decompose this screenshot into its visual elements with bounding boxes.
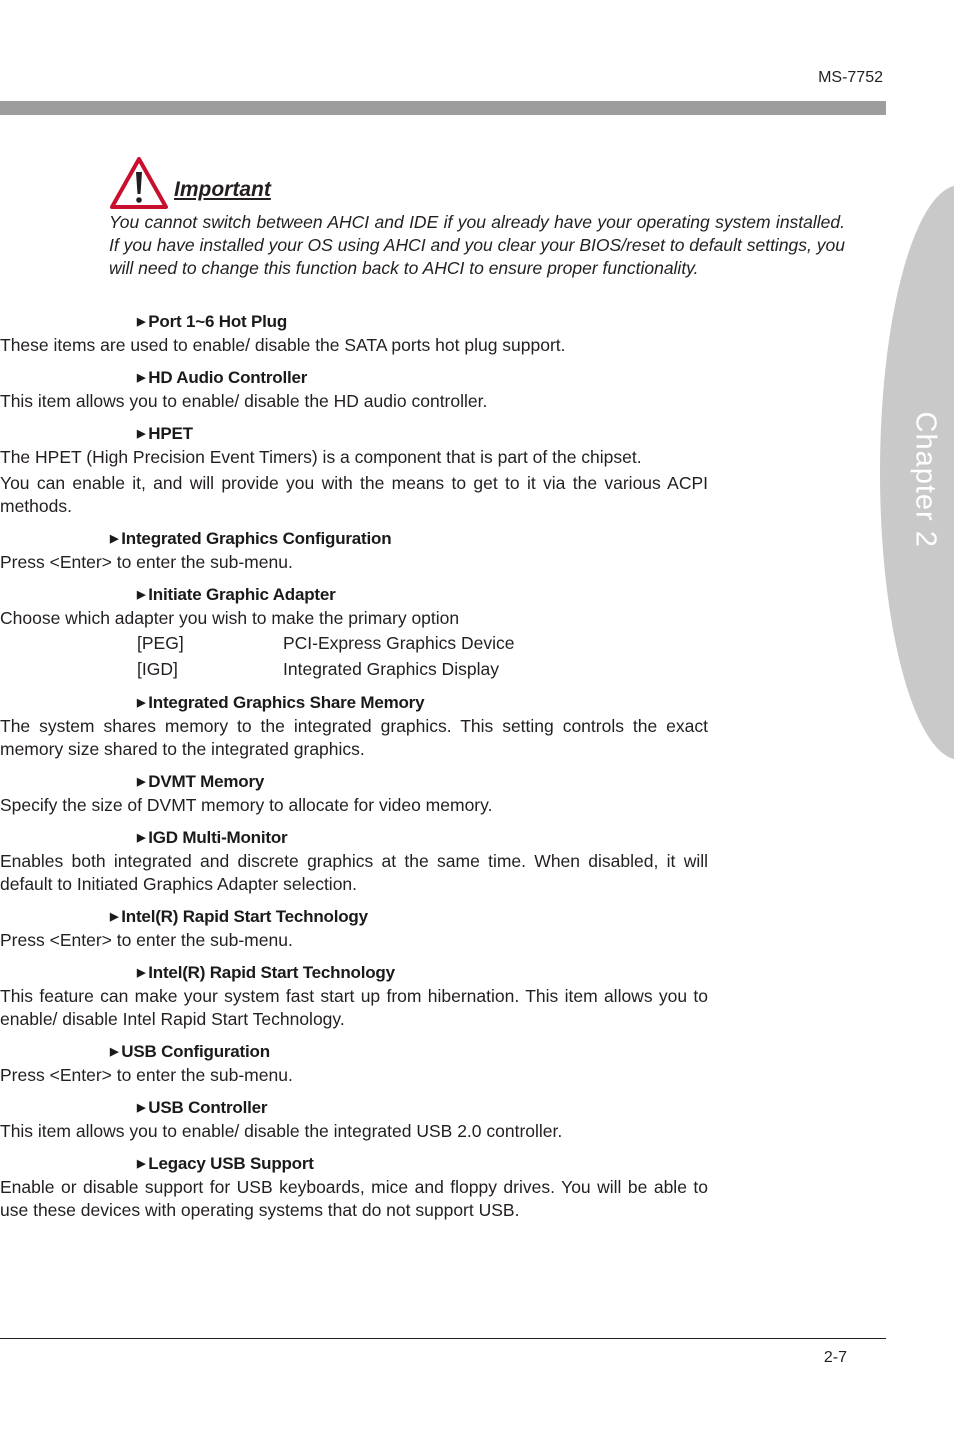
arrow-icon: ▶ xyxy=(137,428,146,440)
paragraph: This item allows you to enable/ disable the HD audio controller. xyxy=(0,391,488,411)
arrow-icon: ▶ xyxy=(137,589,146,601)
heading-integrated-graphics-config: ▶ Integrated Graphics Configuration xyxy=(110,529,392,548)
model-number: MS-7752 xyxy=(818,69,883,86)
heading-igd-multi-monitor: ▶ IGD Multi-Monitor xyxy=(137,828,288,847)
heading-hpet: ▶ HPET xyxy=(137,424,193,443)
arrow-icon: ▶ xyxy=(137,967,146,979)
header-bar xyxy=(0,101,886,115)
document-body xyxy=(0,310,954,1222)
heading-dvmt-memory: ▶ DVMT Memory xyxy=(137,772,265,791)
heading-hot-plug: ▶ Port 1~6 Hot Plug xyxy=(137,312,288,331)
arrow-icon: ▶ xyxy=(110,533,119,545)
arrow-icon: ▶ xyxy=(137,316,146,328)
heading-usb-configuration: ▶ USB Configuration xyxy=(110,1042,270,1061)
paragraph: Specify the size of DVMT memory to allocate for video memory. xyxy=(0,795,493,815)
paragraph: Enables both integrated and discrete graphics at the same time. When disabled, it will default to Initiated Graphics Adapter selection. xyxy=(0,851,708,894)
heading-legacy-usb: ▶ Legacy USB Support xyxy=(137,1154,314,1173)
paragraph: Press <Enter> to enter the sub-menu. xyxy=(0,552,293,572)
arrow-icon: ▶ xyxy=(110,1046,119,1058)
arrow-icon: ▶ xyxy=(137,697,146,709)
paragraph: The HPET (High Precision Event Timers) is a component that is part of the chipset. xyxy=(0,447,642,467)
paragraph: Press <Enter> to enter the sub-menu. xyxy=(0,1065,293,1085)
heading-hd-audio: ▶ HD Audio Controller xyxy=(137,368,308,387)
important-title: Important xyxy=(174,178,271,201)
arrow-icon: ▶ xyxy=(110,911,119,923)
paragraph: Choose which adapter you wish to make the primary option xyxy=(0,608,460,628)
paragraph: These items are used to enable/ disable the SATA ports hot plug support. xyxy=(0,335,566,355)
arrow-icon: ▶ xyxy=(137,1102,146,1114)
warning-icon xyxy=(109,156,169,210)
paragraph: You can enable it, and will provide you with the means to get to it via the various ACPI methods. xyxy=(0,473,708,516)
arrow-icon: ▶ xyxy=(137,372,146,384)
paragraph: Press <Enter> to enter the sub-menu. xyxy=(0,930,293,950)
option-row: [PEG] PCI-Express Graphics Device xyxy=(137,633,515,653)
page-number: 2-7 xyxy=(823,1349,847,1366)
paragraph: This feature can make your system fast start up from hibernation. This item allows you to enable/ disable Intel Rapid Start Technology. xyxy=(0,986,708,1029)
heading-usb-controller: ▶ USB Controller xyxy=(137,1098,268,1117)
option-row: [IGD] Integrated Graphics Display xyxy=(137,659,499,679)
arrow-icon: ▶ xyxy=(137,776,146,788)
footer-rule xyxy=(0,1338,886,1339)
arrow-icon: ▶ xyxy=(137,1158,146,1170)
chapter-label: Chapter 2 xyxy=(909,411,942,548)
paragraph: Enable or disable support for USB keyboards, mice and floppy drives. You will be able to use these devices with operating systems that do not support USB. xyxy=(0,1177,708,1220)
heading-graphics-share-memory: ▶ Integrated Graphics Share Memory xyxy=(137,693,425,712)
paragraph: This item allows you to enable/ disable the integrated USB 2.0 controller. xyxy=(0,1121,563,1141)
important-text: You cannot switch between AHCI and IDE if you already have your operating system installed. If you have installed your OS using AHCI and you clear your BIOS/reset to default settings, you will need to change this function back to AHCI to ensure proper functionality. xyxy=(109,212,845,278)
heading-rapid-start-item: ▶ Intel(R) Rapid Start Technology xyxy=(137,963,395,982)
heading-initiate-graphic-adapter: ▶ Initiate Graphic Adapter xyxy=(137,585,336,604)
arrow-icon: ▶ xyxy=(137,832,146,844)
paragraph: The system shares memory to the integrated graphics. This setting controls the exact memory size shared to the integrated graphics. xyxy=(0,716,708,759)
heading-rapid-start: ▶ Intel(R) Rapid Start Technology xyxy=(110,907,368,926)
